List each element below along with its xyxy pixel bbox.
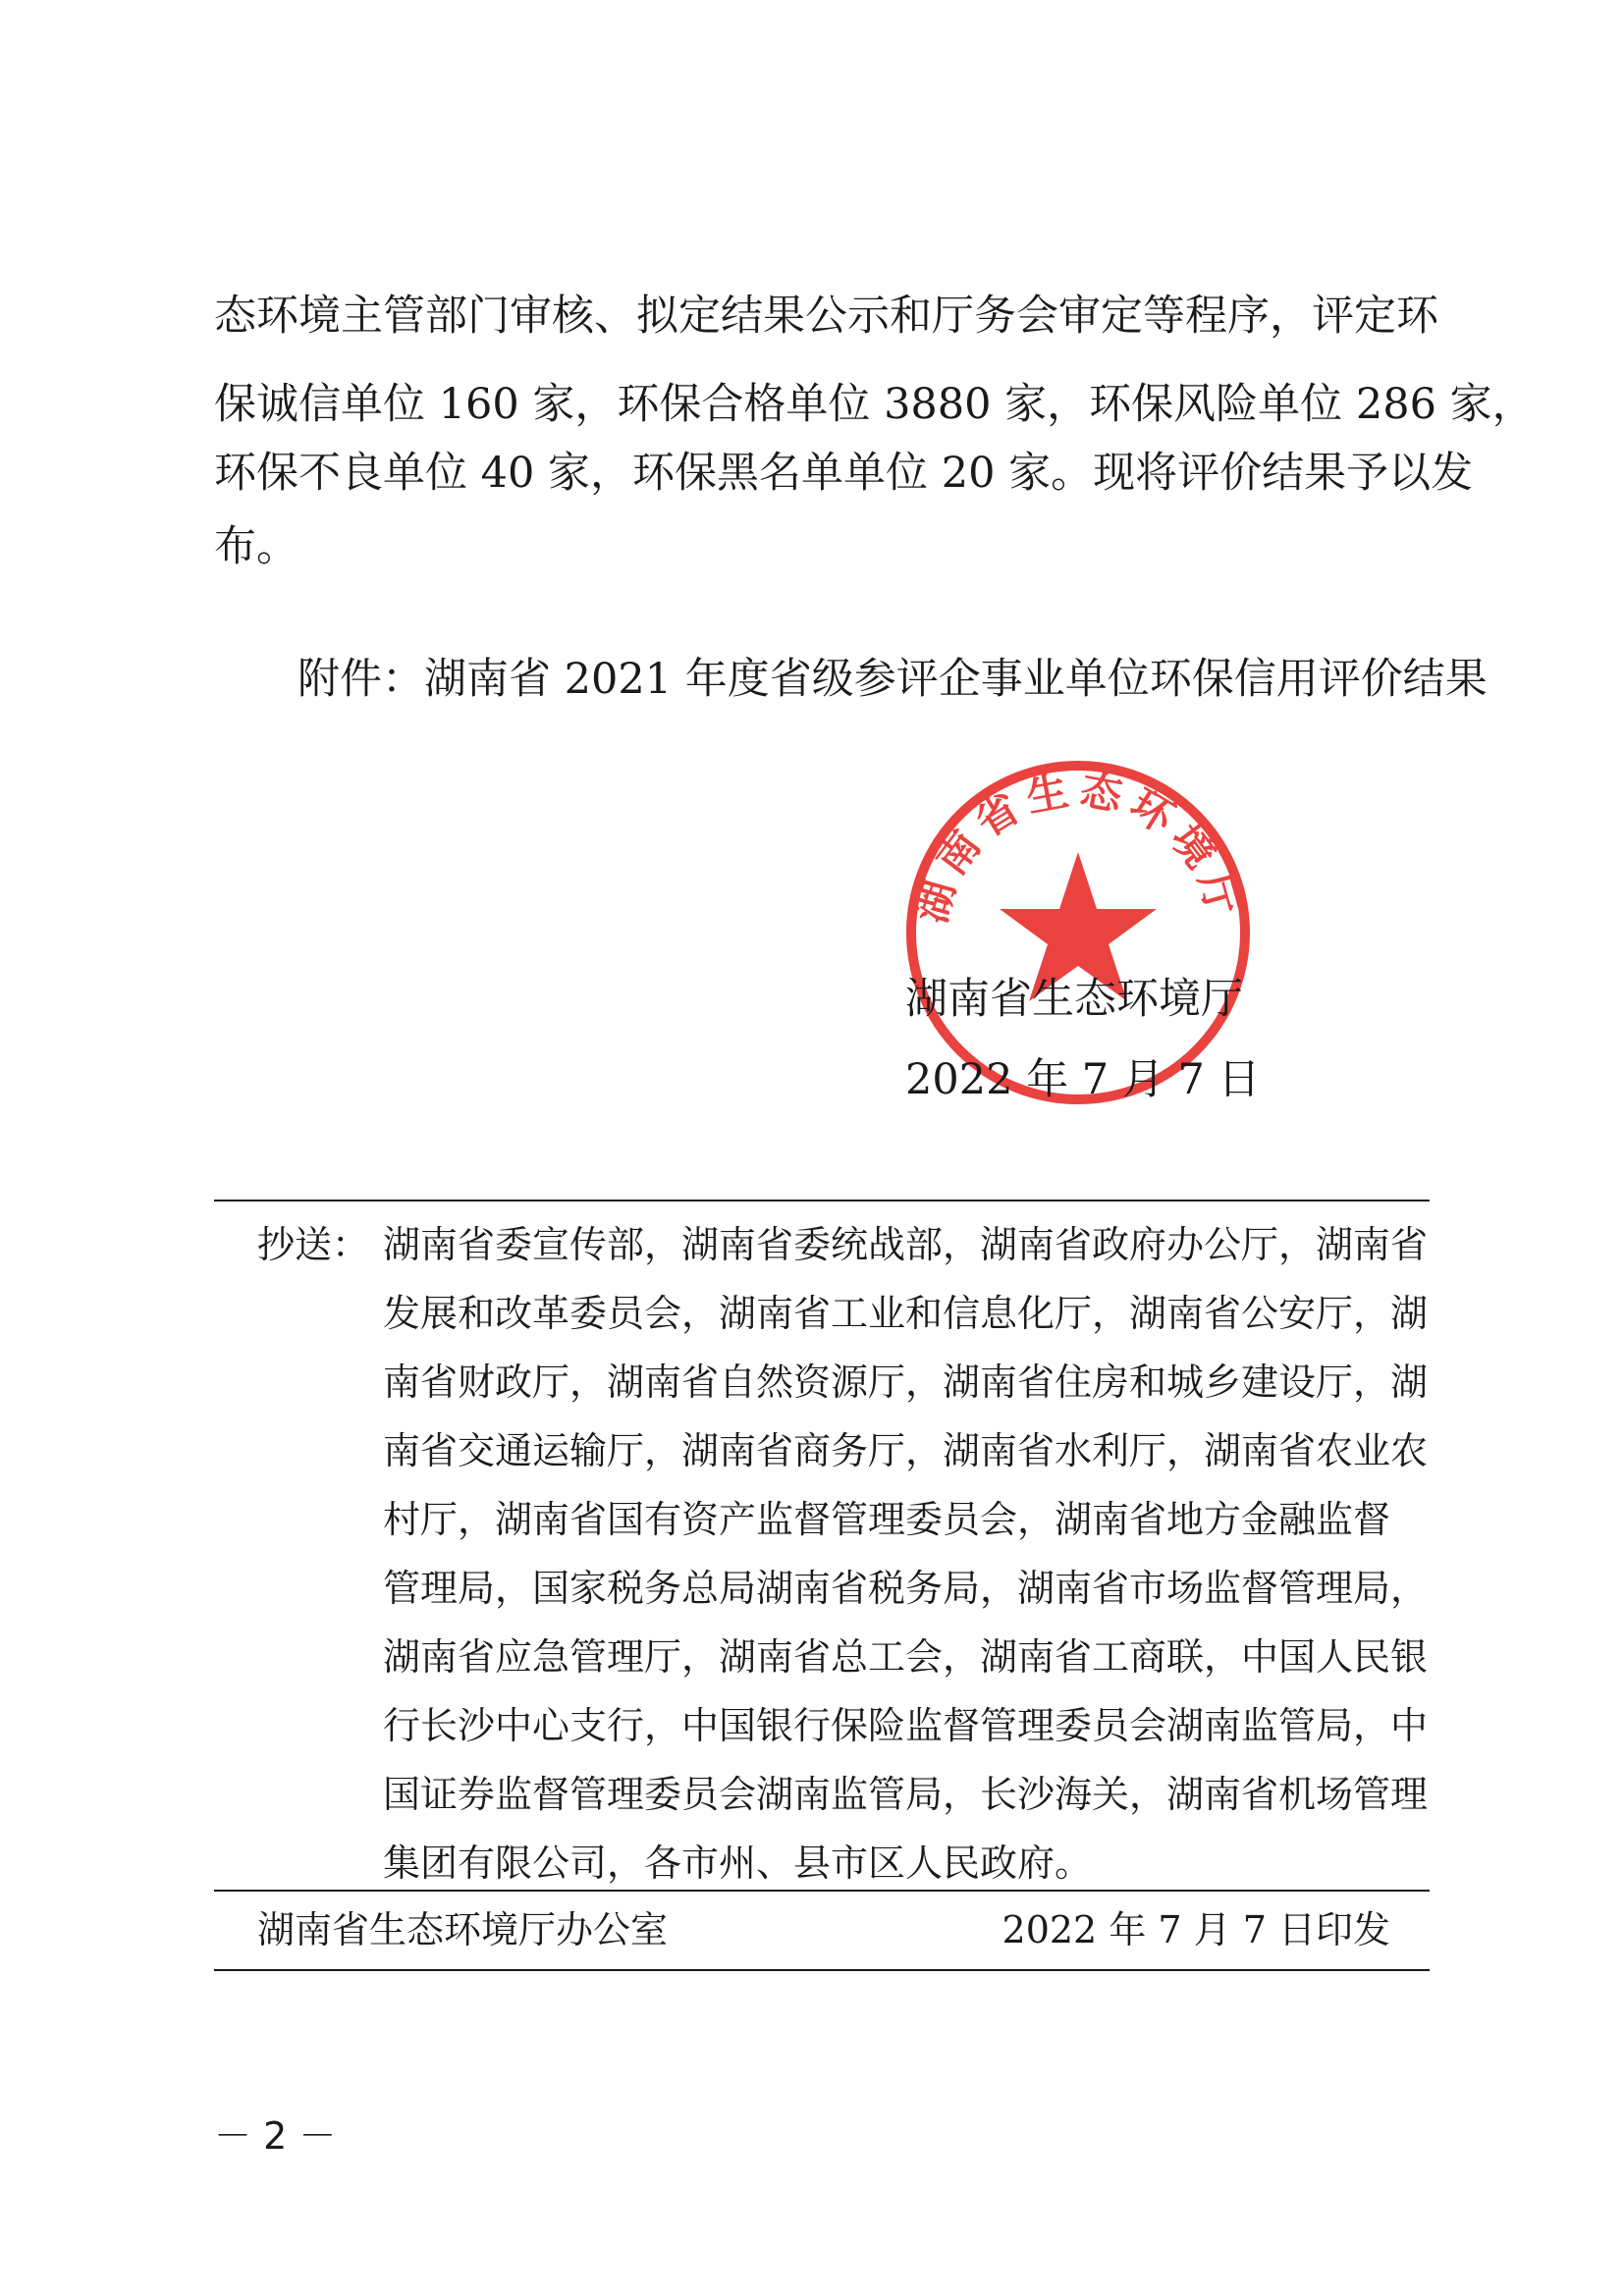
- body-line: 态环境主管部门审核、拟定结果公示和厅务会审定等程序，评定环: [214, 292, 1438, 341]
- issuer-office: 湖南省生态环境厅办公室: [257, 1908, 669, 1951]
- cc-line: 湖南省应急管理厅，湖南省总工会，湖南省工商联，中国人民银: [383, 1635, 1429, 1679]
- signature-date: 2022 年 7 月 7 日: [905, 1055, 1261, 1104]
- cc-line: 行长沙中心支行，中国银行保险监督管理委员会湖南监管局，中: [383, 1704, 1429, 1747]
- divider-top: [214, 1200, 1430, 1201]
- divider-bottom: [214, 1969, 1430, 1971]
- signature-org: 湖南省生态环境厅: [905, 975, 1243, 1024]
- seal-text: 湖南省生态环境厅: [906, 765, 1250, 929]
- attachment-line: 附件：湖南省 2021 年度省级参评企事业单位环保信用评价结果: [298, 655, 1488, 704]
- page-number: － 2 －: [214, 2114, 337, 2158]
- cc-line: 村厅，湖南省国有资产监督管理委员会，湖南省地方金融监督: [383, 1498, 1391, 1541]
- issue-date: 2022 年 7 月 7 日印发: [1001, 1908, 1390, 1951]
- divider-middle: [214, 1890, 1430, 1892]
- cc-line: 南省财政厅，湖南省自然资源厅，湖南省住房和城乡建设厅，湖: [383, 1361, 1429, 1404]
- body-line: 布。: [214, 522, 298, 571]
- cc-line: 集团有限公司，各市州、县市区人民政府。: [383, 1842, 1093, 1885]
- body-line: 保诚信单位 160 家，环保合格单位 3880 家，环保风险单位 286 家，: [214, 380, 1535, 429]
- cc-line: 南省交通运输厅，湖南省商务厅，湖南省水利厅，湖南省农业农: [383, 1429, 1429, 1472]
- cc-line: 湖南省委宣传部，湖南省委统战部，湖南省政府办公厅，湖南省: [383, 1223, 1429, 1266]
- cc-line: 管理局，国家税务总局湖南省税务局，湖南省市场监督管理局，: [383, 1567, 1429, 1610]
- cc-line: 国证券监督管理委员会湖南监管局，长沙海关，湖南省机场管理: [383, 1773, 1429, 1816]
- cc-line: 发展和改革委员会，湖南省工业和信息化厅，湖南省公安厅，湖: [383, 1292, 1429, 1335]
- body-line: 环保不良单位 40 家，环保黑名单单位 20 家。现将评价结果予以发: [214, 449, 1474, 498]
- cc-label: 抄送：: [257, 1223, 370, 1266]
